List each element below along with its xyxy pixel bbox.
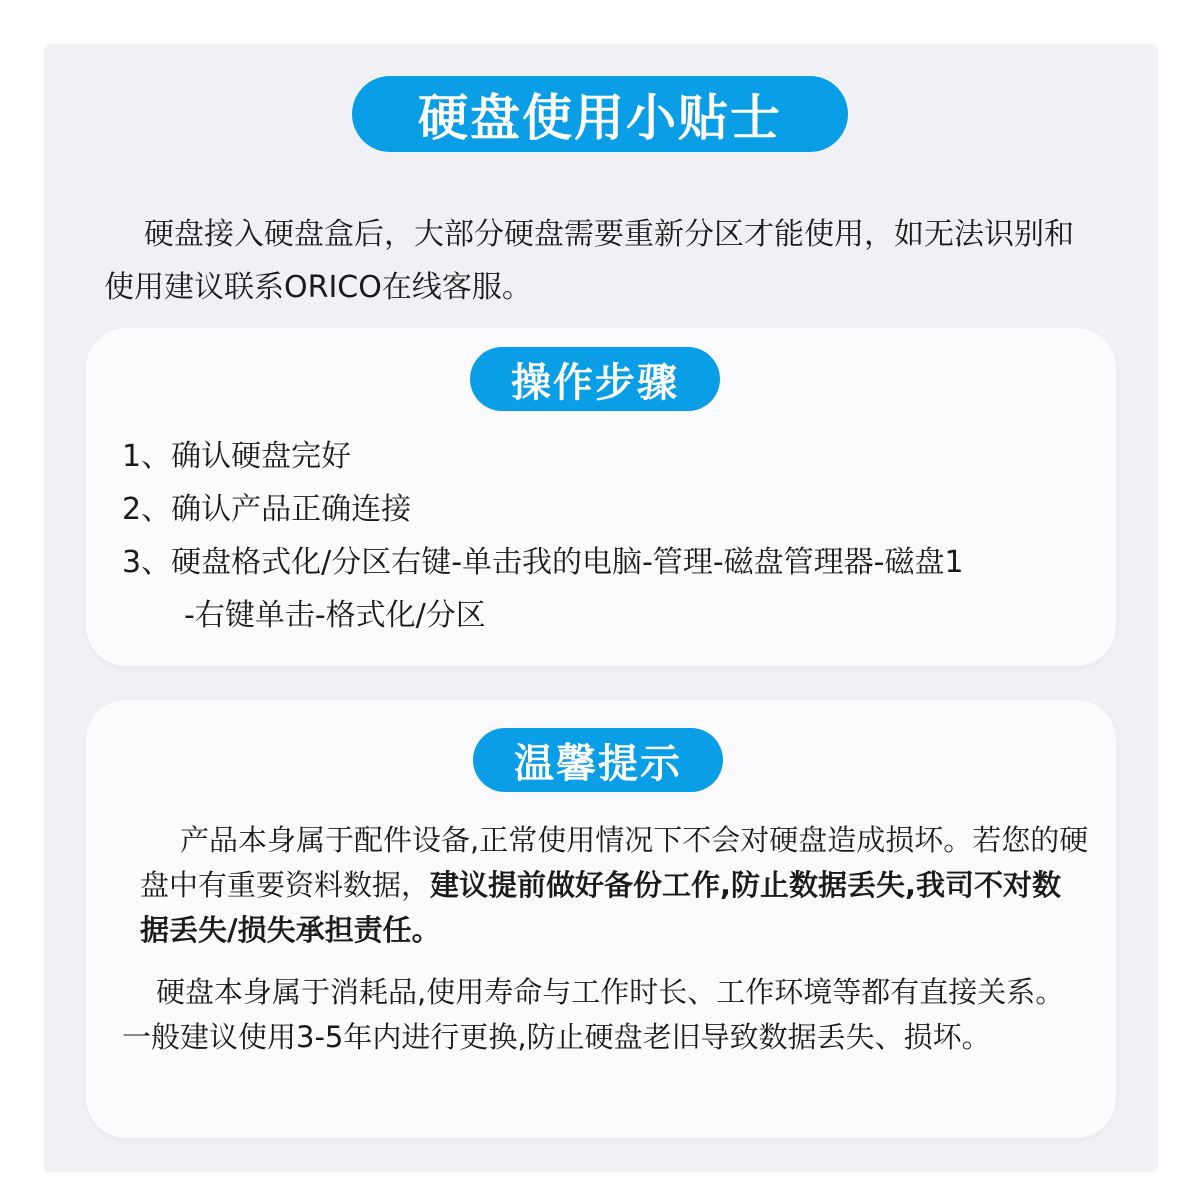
- steps-title: 操作步骤: [470, 347, 720, 411]
- tips-bold-warning: 建议提前做好备份工作,防止数据丢失,我司不对数据丢失/损失承担责任。: [140, 868, 1062, 947]
- steps-list: [122, 430, 1092, 642]
- tips-paragraph-2: 硬盘本身属于消耗品,使用寿命与工作时长、工作环境等都有直接关系。一般建议使用3-5年内进行更换,防止硬盘老旧导致数据丢失、损坏。: [122, 975, 1065, 1054]
- tips-normal-text: 产品本身属于配件设备,正常使用情况下不会对硬盘造成损坏。若您的硬盘中有重要资料数据，: [140, 823, 1089, 902]
- steps-card: [86, 328, 1116, 666]
- step-item: 3、硬盘格式化/分区右键-单击我的电脑-管理-磁盘管理器-磁盘1: [122, 545, 964, 580]
- tips-title: 温馨提示: [473, 728, 723, 792]
- step-item-continuation: -右键单击-格式化/分区: [184, 598, 486, 633]
- tips-paragraph-1: [140, 818, 1090, 953]
- page-title: 硬盘使用小贴士: [352, 76, 848, 152]
- tips-card: [86, 700, 1116, 1138]
- intro-text: 硬盘接入硬盘盒后，大部分硬盘需要重新分区才能使用，如无法识别和使用建议联系ORICO在线客服。: [104, 217, 1074, 305]
- step-item: 2、确认产品正确连接: [122, 492, 412, 527]
- step-item: 1、确认硬盘完好: [122, 439, 352, 474]
